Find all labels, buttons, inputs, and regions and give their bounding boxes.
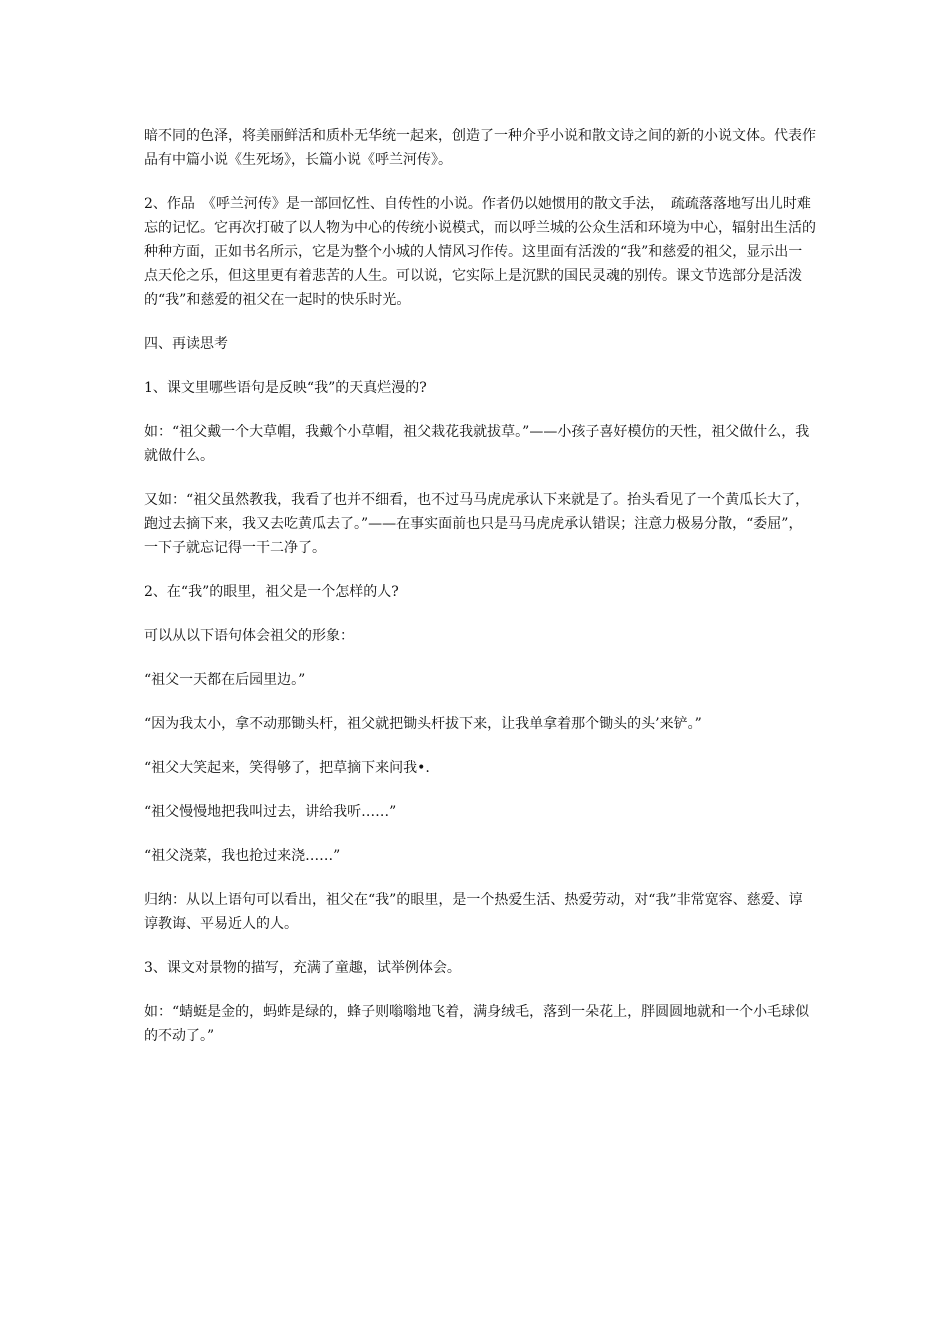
section-heading-reread: 四、再读思考 bbox=[144, 336, 228, 352]
paragraph-intro-continued: 暗不同的色泽，将美丽鲜活和质朴无华统一起来，创造了一种介乎小说和散文诗之间的新的小说文体。代表作品有中篇小说《生死场》，长篇小说《呼兰河传》。 bbox=[144, 128, 816, 168]
answer-1-example-2: 又如：“祖父虽然教我，我看了也并不细看，也不过马马虎虎承认下来就是了。抬头看见了一个黄瓜长大了，跑过去摘下来，我又去吃黄瓜去了。”——在事实面前也只是马马虎虎承认错误；注意力极易分散，“委屈”，一下子就忘记得一干二净了。 bbox=[144, 492, 810, 556]
document-page bbox=[144, 124, 816, 1068]
quote-1: “祖父一天都在后园里边。” bbox=[144, 672, 306, 688]
summary-2: 归纳：从以上语句可以看出，祖父在“我”的眼里，是一个热爱生活、热爱劳动，对“我”非常宽容、慈爱、谆谆教诲、平易近人的人。 bbox=[144, 892, 803, 932]
question-2: 2、在“我”的眼里，祖父是一个怎样的人? bbox=[144, 584, 399, 600]
quote-5: “祖父浇菜，我也抢过来浇……” bbox=[144, 848, 341, 864]
quote-3: “祖父大笑起来，笑得够了，把草摘下来问我•. bbox=[144, 760, 430, 776]
quote-4: “祖父慢慢地把我叫过去，讲给我听……” bbox=[144, 804, 397, 820]
paragraph-work-description: 2、作品 《呼兰河传》是一部回忆性、自传性的小说。作者仍以她惯用的散文手法， 疏疏落落地写出儿时难忘的记忆。它再次打破了以人物为中心的传统小说模式，而以呼兰城的公众生活和环境为中心，辐射出生活的种种方面，正如书名所示，它是为整个小城的人情风习作传。这里面有活泼的“我”和慈爱的祖父，显示出一点天伦之乐，但这里更有着悲苦的人生。可以说，它实际上是沉默的国民灵魂的别传。课文节选部分是活泼的“我”和慈爱的祖父在一起时的快乐时光。 bbox=[144, 196, 816, 308]
question-3: 3、课文对景物的描写，充满了童趣，试举例体会。 bbox=[144, 960, 461, 976]
answer-3-example: 如：“蜻蜓是金的，蚂蚱是绿的，蜂子则嗡嗡地飞着，满身绒毛，落到一朵花上，胖圆圆地就和一个小毛球似的不动了。” bbox=[144, 1004, 810, 1044]
answer-1-example: 如：“祖父戴一个大草帽，我戴个小草帽，祖父栽花我就拔草。”——小孩子喜好模仿的天性，祖父做什么，我就做什么。 bbox=[144, 424, 810, 464]
question-1: 1、课文里哪些语句是反映“我”的天真烂漫的? bbox=[144, 380, 427, 396]
answer-2-intro: 可以从以下语句体会祖父的形象： bbox=[144, 628, 354, 644]
quote-2: “因为我太小，拿不动那锄头杆，祖父就把锄头杆拔下来，让我单拿着那个锄头的头’来铲。” bbox=[144, 716, 702, 732]
